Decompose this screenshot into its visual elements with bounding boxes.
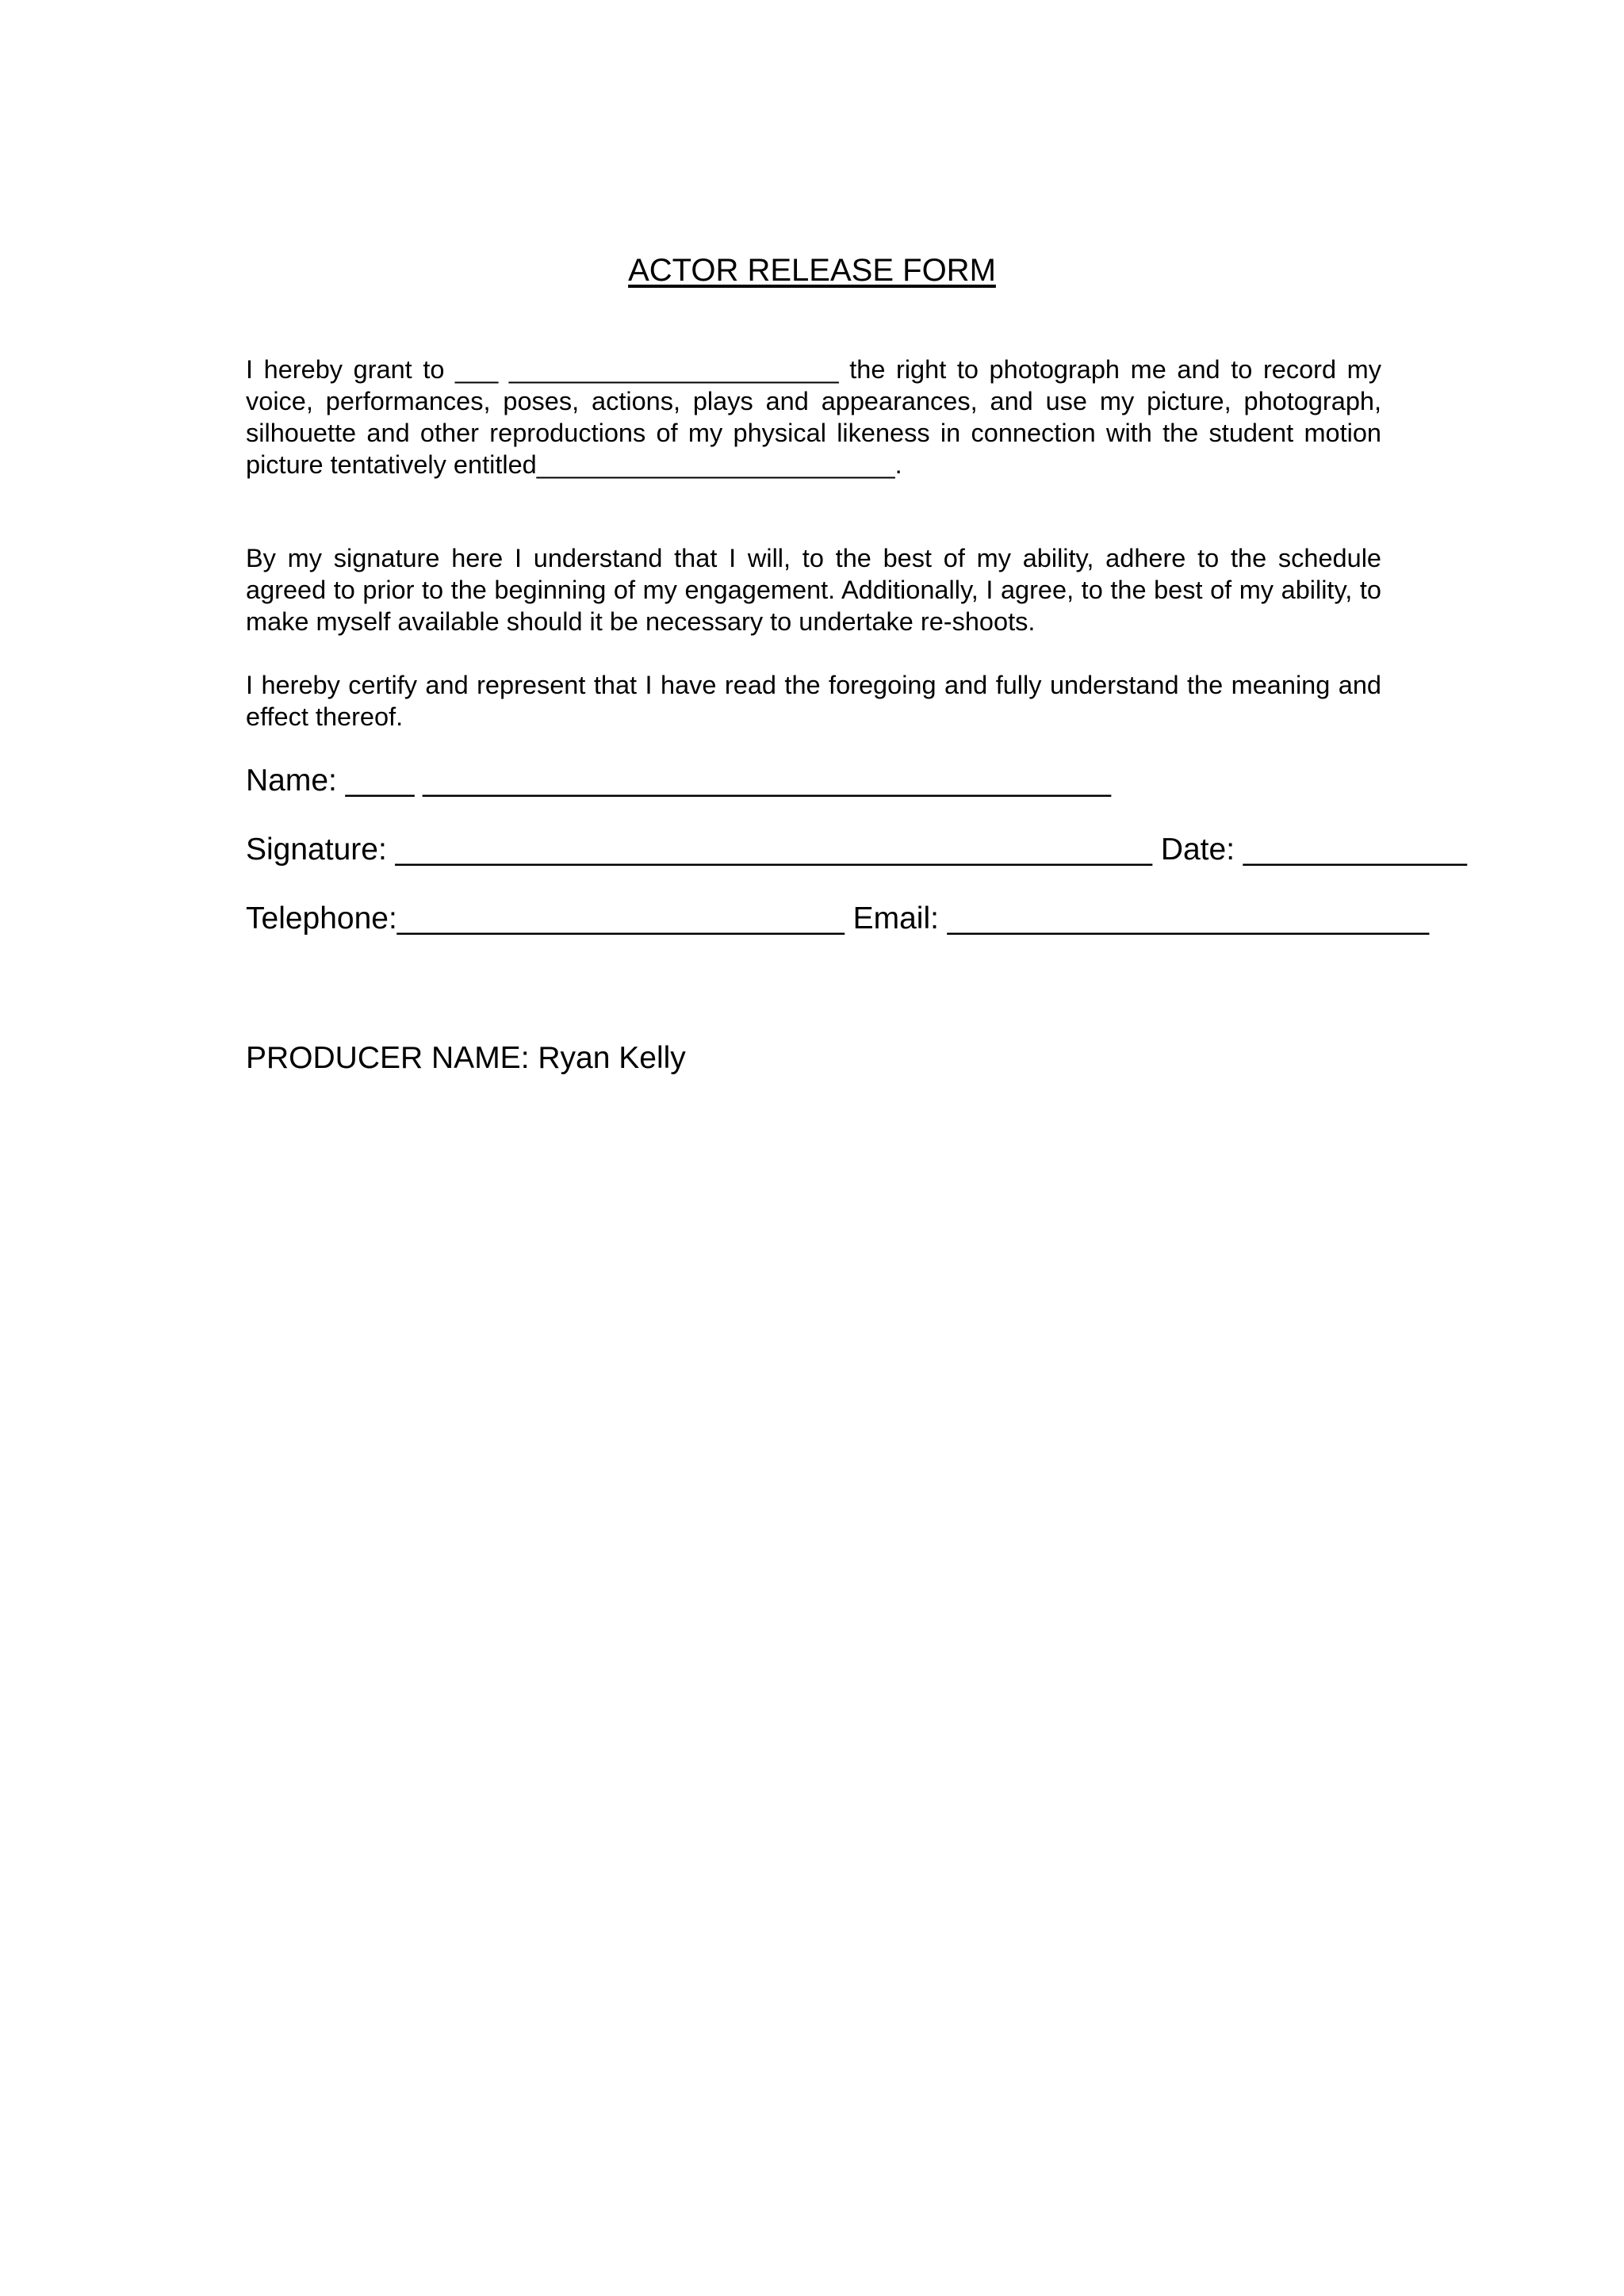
- name-field: Name: ____ ________________________________________: [246, 763, 1111, 798]
- signature-date-field: Signature: ____________________________________________ Date: _____________: [246, 832, 1467, 867]
- document-title: ACTOR RELEASE FORM: [628, 253, 996, 288]
- grant-paragraph: I hereby grant to ___ _______________________ the right to photograph me and to record my voice, performances, poses, actions, plays and appearances, and use my picture, photograph, silhouette and other reproductions of my physical likeness in connection with the student motion picture tentatively entitled_________________________.: [246, 355, 1381, 479]
- telephone-email-field: Telephone:__________________________ Email: ____________________________: [246, 901, 1430, 936]
- certification-paragraph: I hereby certify and represent that I have read the foregoing and fully understand the meaning and effect thereof.: [246, 671, 1381, 731]
- schedule-paragraph: By my signature here I understand that I will, to the best of my ability, adhere to the schedule agreed to prior to the beginning of my engagement. Additionally, I agree, to the best of my ability, to make myself available should it be necessary to undertake re-shoots.: [246, 544, 1381, 636]
- producer-name: PRODUCER NAME: Ryan Kelly: [246, 1041, 686, 1075]
